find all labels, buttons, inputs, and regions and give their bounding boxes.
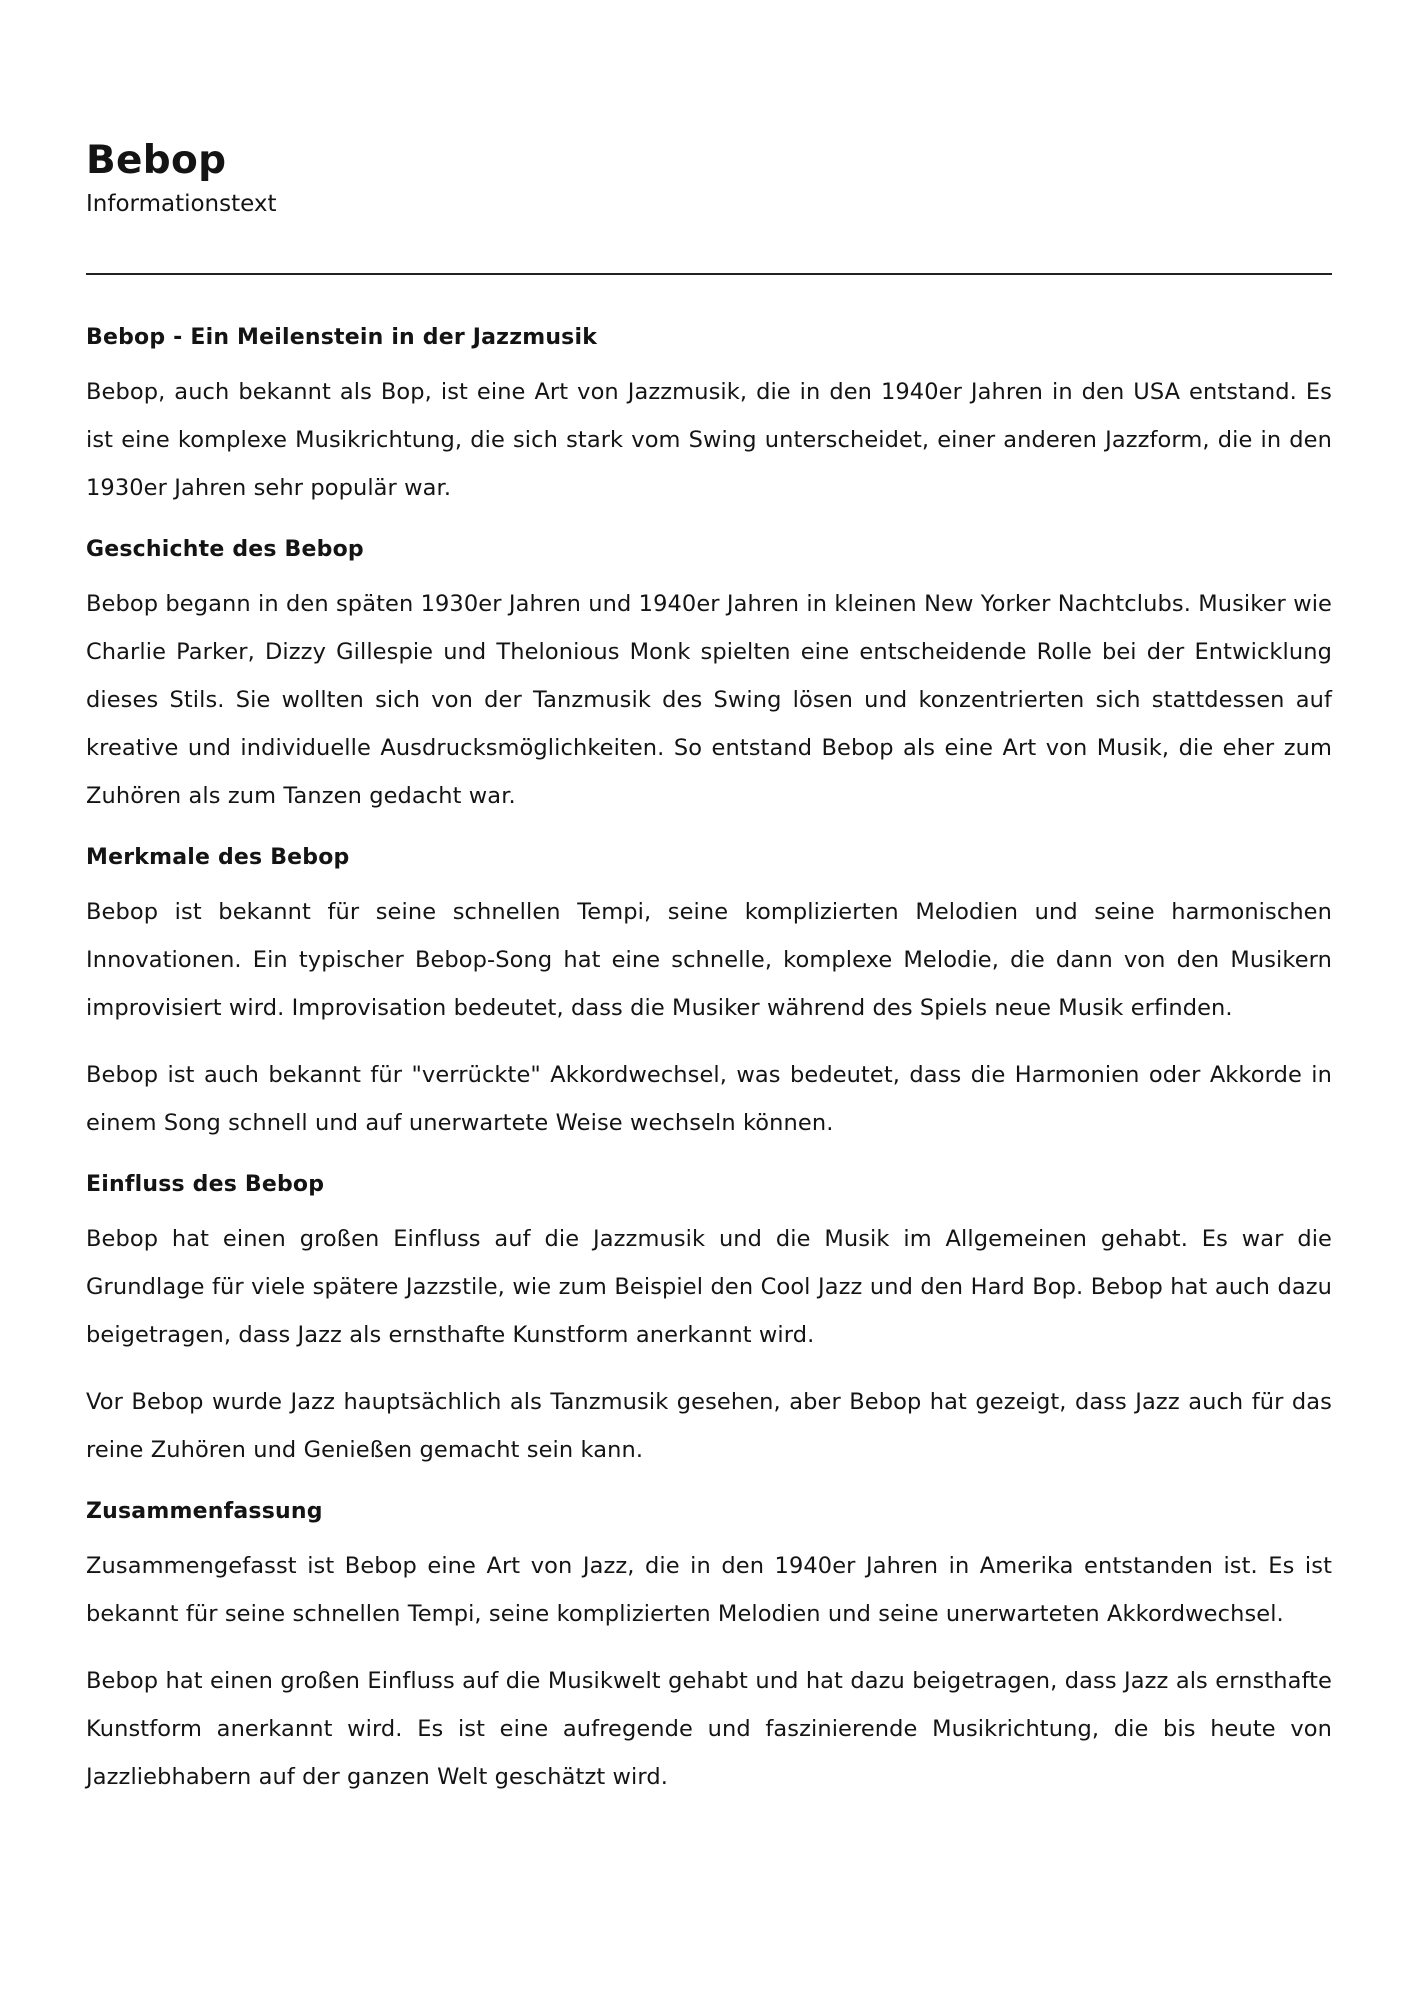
section-paragraph: Bebop ist auch bekannt für "verrückte" Akkordwechsel, was bedeutet, dass die Harmonien oder Akkorde in einem Song schnell und auf unerwartete Weise wechseln können.	[86, 1062, 1332, 1136]
section-heading: Zusammenfassung	[86, 1499, 323, 1524]
section-zusammenfassung	[86, 1494, 1332, 1801]
document-body	[86, 320, 1332, 1801]
section-einfluss	[86, 1167, 1332, 1474]
section-heading: Merkmale des Bebop	[86, 845, 350, 870]
section-paragraph: Vor Bebop wurde Jazz hauptsächlich als Tanzmusik gesehen, aber Bebop hat gezeigt, dass Jazz auch für das reine Zuhören und Genießen gemacht sein kann.	[86, 1389, 1332, 1463]
section-paragraph: Bebop begann in den späten 1930er Jahren und 1940er Jahren in kleinen New Yorker Nachtclubs. Musiker wie Charlie Parker, Dizzy Gillespie und Thelonious Monk spielten eine entscheidende Rolle bei der Entwicklung dieses Stils. Sie wollten sich von der Tanzmusik des Swing lösen und konzentrierten sich stattdessen auf kreative und individuelle Ausdrucksmöglichkeiten. So entstand Bebop als eine Art von Musik, die eher zum Zuhören als zum Tanzen gedacht war.	[86, 591, 1332, 809]
section-geschichte	[86, 532, 1332, 820]
section-heading: Bebop - Ein Meilenstein in der Jazzmusik	[86, 325, 598, 350]
section-meilenstein	[86, 320, 1332, 512]
section-heading: Einfluss des Bebop	[86, 1172, 325, 1197]
document-subtitle: Informationstext	[86, 191, 277, 217]
section-paragraph: Zusammengefasst ist Bebop eine Art von Jazz, die in den 1940er Jahren in Amerika entstanden ist. Es ist bekannt für seine schnellen Tempi, seine komplizierten Melodien und seine unerwarteten Akkordwechsel.	[86, 1553, 1332, 1627]
section-merkmale	[86, 840, 1332, 1147]
section-heading: Geschichte des Bebop	[86, 537, 364, 562]
section-paragraph: Bebop, auch bekannt als Bop, ist eine Art von Jazzmusik, die in den 1940er Jahren in den USA entstand. Es ist eine komplexe Musikrichtung, die sich stark vom Swing unterscheidet, einer anderen Jazzform, die in den 1930er Jahren sehr populär war.	[86, 379, 1332, 501]
section-paragraph: Bebop ist bekannt für seine schnellen Tempi, seine komplizierten Melodien und seine harmonischen Innovationen. Ein typischer Bebop-Song hat eine schnelle, komplexe Melodie, die dann von den Musikern improvisiert wird. Improvisation bedeutet, dass die Musiker während des Spiels neue Musik erfinden.	[86, 899, 1332, 1021]
section-paragraph: Bebop hat einen großen Einfluss auf die Musikwelt gehabt und hat dazu beigetragen, dass Jazz als ernsthafte Kunstform anerkannt wird. Es ist eine aufregende und faszinierende Musikrichtung, die bis heute von Jazzliebhabern auf der ganzen Welt geschätzt wird.	[86, 1668, 1332, 1790]
document-title: Bebop	[86, 138, 227, 183]
header-divider	[86, 273, 1332, 275]
section-paragraph: Bebop hat einen großen Einfluss auf die Jazzmusik und die Musik im Allgemeinen gehabt. Es war die Grundlage für viele spätere Jazzstile, wie zum Beispiel den Cool Jazz und den Hard Bop. Bebop hat auch dazu beigetragen, dass Jazz als ernsthafte Kunstform anerkannt wird.	[86, 1226, 1332, 1348]
